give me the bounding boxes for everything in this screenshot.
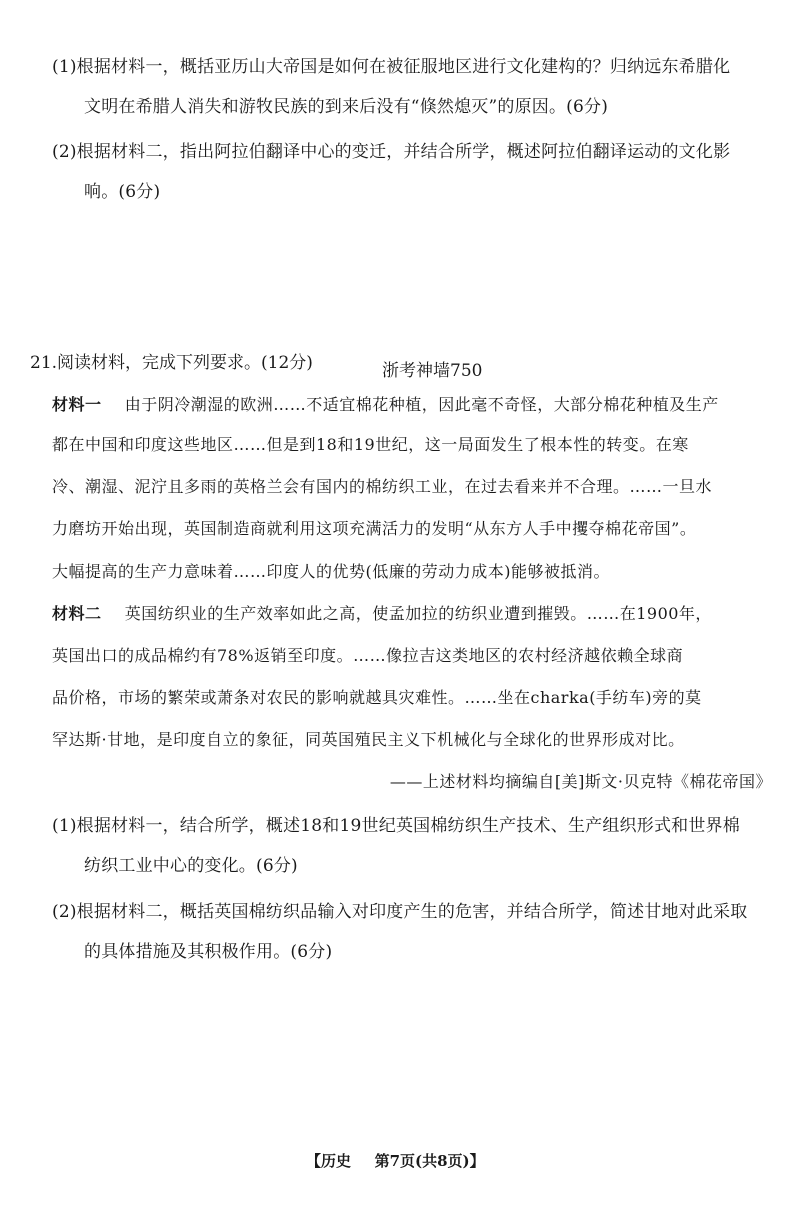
material2-line4: 罕达斯·甘地，是印度自立的象征，同英国殖民主义下机械化与全球化的世界形成对比。 [52, 730, 685, 749]
page-footer [306, 1150, 485, 1171]
material1-line2: 都在中国和印度这些地区……但是到18和19世纪，这一局面发生了根本性的转变。在寒 [52, 435, 689, 454]
q2-line2: 响。(6分) [84, 182, 161, 202]
q2-line1: (2)根据材料二，指出阿拉伯翻译中心的变迁，并结合所学，概述阿拉伯翻译运动的文化影 [52, 142, 731, 162]
footer-page-number: 第7页(共8页)】 [374, 1152, 485, 1170]
material1-line3: 冷、潮湿、泥泞且多雨的英格兰会有国内的棉纺织工业，在过去看来并不合理。……一旦水 [52, 477, 713, 496]
material1-label: 材料一 [52, 395, 102, 414]
q1-line2: 文明在希腊人消失和游牧民族的到来后没有“倏然熄灭”的原因。(6分) [84, 97, 609, 117]
material2-line3: 品价格，市场的繁荣或萧条对农民的影响就越具灾难性。……坐在charka(手纺车)旁的莫 [52, 688, 702, 707]
sub-question-1-line1: (1)根据材料一，结合所学，概述18和19世纪英国棉纺织生产技术、生产组织形式和世界棉 [52, 816, 740, 836]
material2-line1 [52, 601, 712, 624]
material2-label: 材料二 [52, 604, 102, 623]
material1-line5: 大幅提高的生产力意味着……印度人的优势(低廉的劳动力成本)能够被抵消。 [52, 562, 610, 581]
watermark-text: 浙考神墙750 [382, 361, 483, 381]
material1-text-1: 由于阴冷潮湿的欧洲……不适宜棉花种植，因此毫不奇怪，大部分棉花种植及生产 [124, 395, 719, 414]
sub-question-2-line2: 的具体措施及其积极作用。(6分) [84, 942, 333, 962]
question-21-title: 21.阅读材料，完成下列要求。(12分) [30, 353, 313, 373]
sub-question-2-line1: (2)根据材料二，概括英国棉纺织品输入对印度产生的危害，并结合所学，简述甘地对此采取 [52, 902, 748, 922]
source-citation: ——上述材料均摘编自[美]斯文·贝克特《棉花帝国》 [389, 772, 772, 791]
sub-question-1-line2: 纺织工业中心的变化。(6分) [84, 856, 298, 876]
material2-line2: 英国出口的成品棉约有78%返销至印度。……像拉吉这类地区的农村经济越依赖全球商 [52, 646, 684, 665]
material1-line4: 力磨坊开始出现，英国制造商就利用这项充满活力的发明“从东方人手中攫夺棉花帝国”。 [52, 519, 697, 538]
footer-subject: 【历史 [306, 1152, 352, 1170]
material2-text-1: 英国纺织业的生产效率如此之高，使孟加拉的纺织业遭到摧毁。……在1900年， [124, 604, 712, 623]
q1-line1: (1)根据材料一，概括亚历山大帝国是如何在被征服地区进行文化建构的？归纳远东希腊化 [52, 57, 731, 77]
material1-line1 [52, 392, 719, 415]
